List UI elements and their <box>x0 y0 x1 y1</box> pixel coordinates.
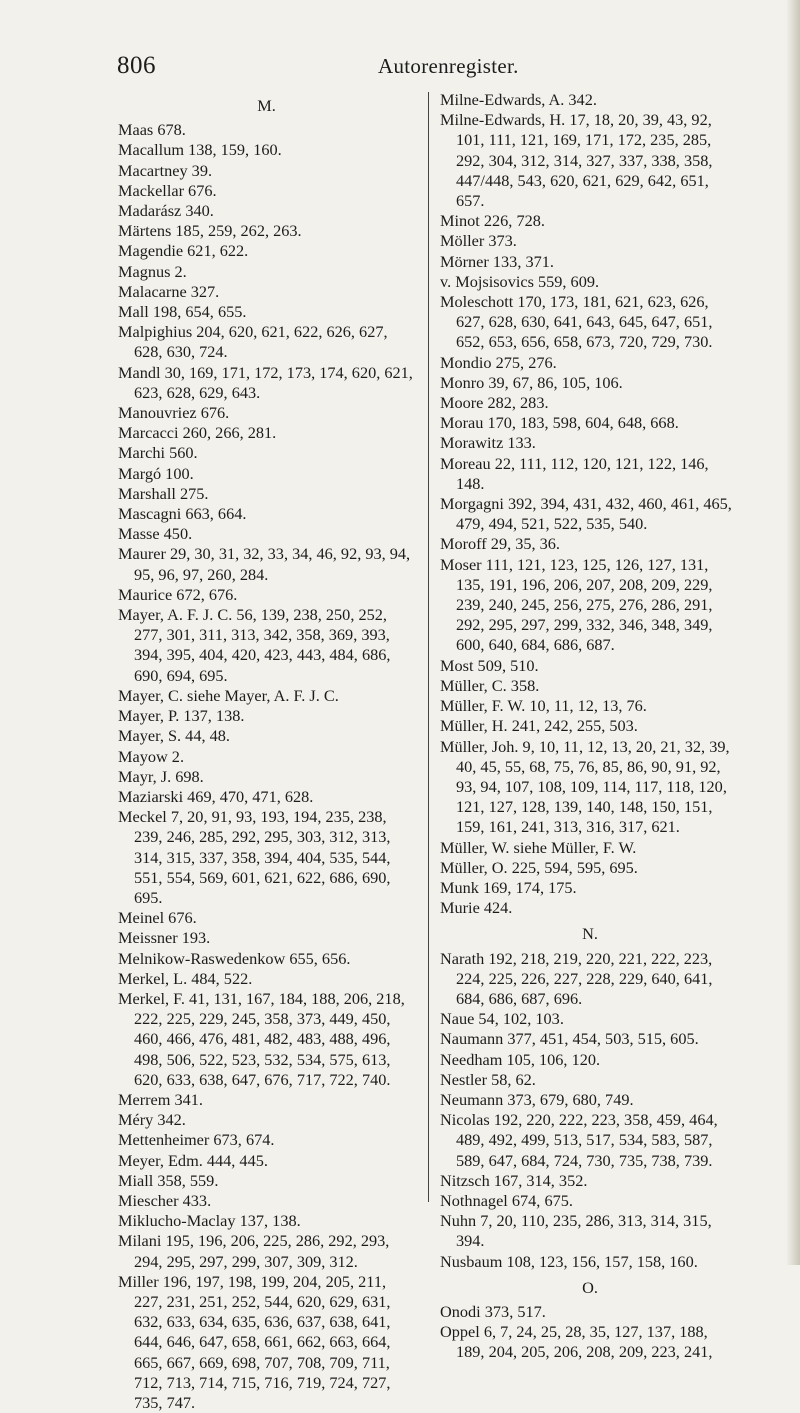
index-entry: Merkel, F. 41, 131, 167, 184, 188, 206, 218, 222, 225, 229, 245, 358, 373, 449, 450, 460, 466, 476, 481, 482, 483, 488, 496, 498, 506, 522, 523, 532, 534, 575, 613, 620, 633, 638, 647, 676, 717, 722, 740. <box>118 988 405 1089</box>
index-entry: Marchi 560. <box>118 443 198 463</box>
index-entry: Neumann 373, 679, 680, 749. <box>440 1089 634 1109</box>
index-entry: Needham 105, 106, 120. <box>440 1049 601 1069</box>
index-entry: Maziarski 469, 470, 471, 628. <box>118 786 314 806</box>
page-edge-shadow <box>786 0 800 1265</box>
index-entry: Mayer, S. 44, 48. <box>118 726 230 746</box>
index-entry: Macartney 39. <box>118 160 213 180</box>
index-entry: Müller, H. 241, 242, 255, 503. <box>440 716 638 736</box>
index-entry: Mondio 275, 276. <box>440 352 557 372</box>
index-entry: Merrem 341. <box>118 1089 203 1109</box>
index-entry: Madarász 340. <box>118 201 214 221</box>
index-entry: Oppel 6, 7, 24, 25, 28, 35, 127, 137, 188, 189, 204, 205, 206, 208, 209, 223, 241, <box>440 1322 713 1362</box>
index-entry: Naumann 377, 451, 454, 503, 515, 605. <box>440 1029 699 1049</box>
index-entry: Märtens 185, 259, 262, 263. <box>118 221 302 241</box>
index-entry: Macallum 138, 159, 160. <box>118 140 282 160</box>
index-entry: Murie 424. <box>440 898 513 918</box>
index-entry: Marcacci 260, 266, 281. <box>118 423 277 443</box>
index-entry: Mayow 2. <box>118 746 185 766</box>
index-entry: Melnikow-Raswedenkow 655, 656. <box>118 948 351 968</box>
section-heading-o: O. <box>582 1277 598 1297</box>
index-entry: Magendie 621, 622. <box>118 241 249 261</box>
index-entry: Moleschott 170, 173, 181, 621, 623, 626, 627, 628, 630, 641, 643, 645, 647, 651, 652, 653, 656, 658, 673, 720, 729, 730. <box>440 292 713 352</box>
right-entries-m <box>440 90 740 918</box>
index-entry: Mayer, A. F. J. C. 56, 139, 238, 250, 252, 277, 301, 311, 313, 342, 358, 369, 393, 394, 395, 404, 420, 423, 443, 484, 686, 690, 694, 695. <box>118 605 391 685</box>
index-entry: Marshall 275. <box>118 483 209 503</box>
index-entry: Müller, F. W. 10, 11, 12, 13, 76. <box>440 696 647 716</box>
index-entry: Milne-Edwards, H. 17, 18, 20, 39, 43, 92, 101, 111, 121, 169, 171, 172, 235, 285, 292, 304, 312, 314, 327, 337, 338, 358, 447/448, 543, 620, 621, 629, 642, 651, 657. <box>440 110 713 211</box>
index-entry: Morau 170, 183, 598, 604, 648, 668. <box>440 413 679 433</box>
index-entry: Mayr, J. 698. <box>118 766 204 786</box>
index-entry: Nothnagel 674, 675. <box>440 1190 573 1210</box>
index-entry: Merkel, L. 484, 522. <box>118 968 253 988</box>
column-divider <box>428 92 429 1202</box>
index-entry: Mayer, P. 137, 138. <box>118 706 245 726</box>
section-heading-n: N. <box>582 924 598 944</box>
page-number: 806 <box>117 52 156 79</box>
index-entry: Morgagni 392, 394, 431, 432, 460, 461, 465, 479, 494, 521, 522, 535, 540. <box>440 494 732 534</box>
index-entry: Mandl 30, 169, 171, 172, 173, 174, 620, 621, 623, 628, 629, 643. <box>118 362 413 402</box>
index-entry: Magnus 2. <box>118 261 187 281</box>
right-column <box>440 90 740 1363</box>
index-entry: Nicolas 192, 220, 222, 223, 358, 459, 464, 489, 492, 499, 513, 517, 534, 583, 587, 589, 647, 684, 724, 730, 735, 738, 739. <box>440 1110 718 1170</box>
index-entry: Naue 54, 102, 103. <box>440 1009 564 1029</box>
index-entry: Mascagni 663, 664. <box>118 504 247 524</box>
index-entry: Meissner 193. <box>118 928 211 948</box>
index-entry: Mall 198, 654, 655. <box>118 302 247 322</box>
index-entry: Mettenheimer 673, 674. <box>118 1130 275 1150</box>
index-entry: Nitzsch 167, 314, 352. <box>440 1170 588 1190</box>
index-entry: Möller 373. <box>440 231 517 251</box>
index-entry: Most 509, 510. <box>440 655 539 675</box>
section-heading-m: M. <box>257 96 276 115</box>
index-entry: v. Mojsisovics 559, 609. <box>440 271 600 291</box>
index-entry: Nestler 58, 62. <box>440 1069 536 1089</box>
index-entry: Miklucho-Maclay 137, 138. <box>118 1211 301 1231</box>
index-entry: Meyer, Edm. 444, 445. <box>118 1150 268 1170</box>
index-entry: Masse 450. <box>118 524 193 544</box>
running-head: Autorenregister. <box>378 54 519 78</box>
index-entry: Monro 39, 67, 86, 105, 106. <box>440 372 623 392</box>
index-entry: Minot 226, 728. <box>440 211 545 231</box>
index-entry: Maurice 672, 676. <box>118 584 238 604</box>
index-entry: Moroff 29, 35, 36. <box>440 534 560 554</box>
index-entry: Mackellar 676. <box>118 180 217 200</box>
index-entry: Miall 358, 559. <box>118 1170 219 1190</box>
index-entry: Milne-Edwards, A. 342. <box>440 90 597 109</box>
index-entry: Malacarne 327. <box>118 281 220 301</box>
index-entry: Nuhn 7, 20, 110, 235, 286, 313, 314, 315, 394. <box>440 1211 712 1251</box>
index-entry: Méry 342. <box>118 1110 186 1130</box>
index-entry: Margó 100. <box>118 463 194 483</box>
left-column <box>118 90 415 1413</box>
index-entry: Malpighius 204, 620, 621, 622, 626, 627, 628, 630, 724. <box>118 322 388 362</box>
index-entry: Maas 678. <box>118 120 186 140</box>
index-entry: Nusbaum 108, 123, 156, 157, 158, 160. <box>440 1251 698 1271</box>
left-entries <box>118 120 415 1413</box>
index-entry: Müller, W. siehe Müller, F. W. <box>440 837 637 857</box>
index-entry: Manouvriez 676. <box>118 403 230 423</box>
right-entries-n <box>440 949 740 1272</box>
index-entry: Meckel 7, 20, 91, 93, 193, 194, 235, 238, 239, 246, 285, 292, 295, 303, 312, 313, 314, 315, 337, 358, 394, 404, 535, 544, 551, 554, 569, 601, 621, 622, 686, 690, 695. <box>118 807 391 907</box>
index-entry: Müller, C. 358. <box>440 675 540 695</box>
index-entry: Miller 196, 197, 198, 199, 204, 205, 211, 227, 231, 251, 252, 544, 620, 629, 631, 632, 633, 634, 635, 636, 637, 638, 641, 644, 646, 647, 658, 661, 662, 663, 664, 665, 667, 669, 698, 707, 708, 709, 711, 712, 713, 714, 715, 716, 719, 724, 727, 735, 747. <box>118 1271 391 1412</box>
index-entry: Moreau 22, 111, 112, 120, 121, 122, 146, 148. <box>440 453 709 493</box>
index-entry: Milani 195, 196, 206, 225, 286, 292, 293, 294, 295, 297, 299, 307, 309, 312. <box>118 1231 390 1271</box>
index-entry: Mörner 133, 371. <box>440 251 554 271</box>
index-entry: Onodi 373, 517. <box>440 1301 546 1321</box>
index-entry: Munk 169, 174, 175. <box>440 877 577 897</box>
index-entry: Maurer 29, 30, 31, 32, 33, 34, 46, 92, 93, 94, 95, 96, 97, 260, 284. <box>118 544 411 584</box>
index-entry: Miescher 433. <box>118 1190 212 1210</box>
index-entry: Moore 282, 283. <box>440 393 549 413</box>
index-entry: Moser 111, 121, 123, 125, 126, 127, 131, 135, 191, 196, 206, 207, 208, 209, 229, 239, 240, 245, 256, 275, 276, 286, 291, 292, 295, 297, 299, 332, 346, 348, 349, 600, 640, 684, 686, 687. <box>440 554 713 655</box>
index-entry: Müller, Joh. 9, 10, 11, 12, 13, 20, 21, 32, 39, 40, 45, 55, 68, 75, 76, 85, 86, 90, 91, 92, 93, 94, 107, 108, 109, 114, 117, 118, 120, 121, 127, 128, 139, 140, 148, 150, 151, 159, 161, 241, 313, 316, 317, 621. <box>440 736 730 837</box>
index-entry: Müller, O. 225, 594, 595, 695. <box>440 857 638 877</box>
right-entries-o <box>440 1302 740 1363</box>
index-entry: Narath 192, 218, 219, 220, 221, 222, 223, 224, 225, 226, 227, 228, 229, 640, 641, 684, 686, 687, 696. <box>440 948 713 1008</box>
index-entry: Mayer, C. siehe Mayer, A. F. J. C. <box>118 685 339 705</box>
index-entry: Morawitz 133. <box>440 433 536 453</box>
index-entry: Meinel 676. <box>118 908 197 928</box>
